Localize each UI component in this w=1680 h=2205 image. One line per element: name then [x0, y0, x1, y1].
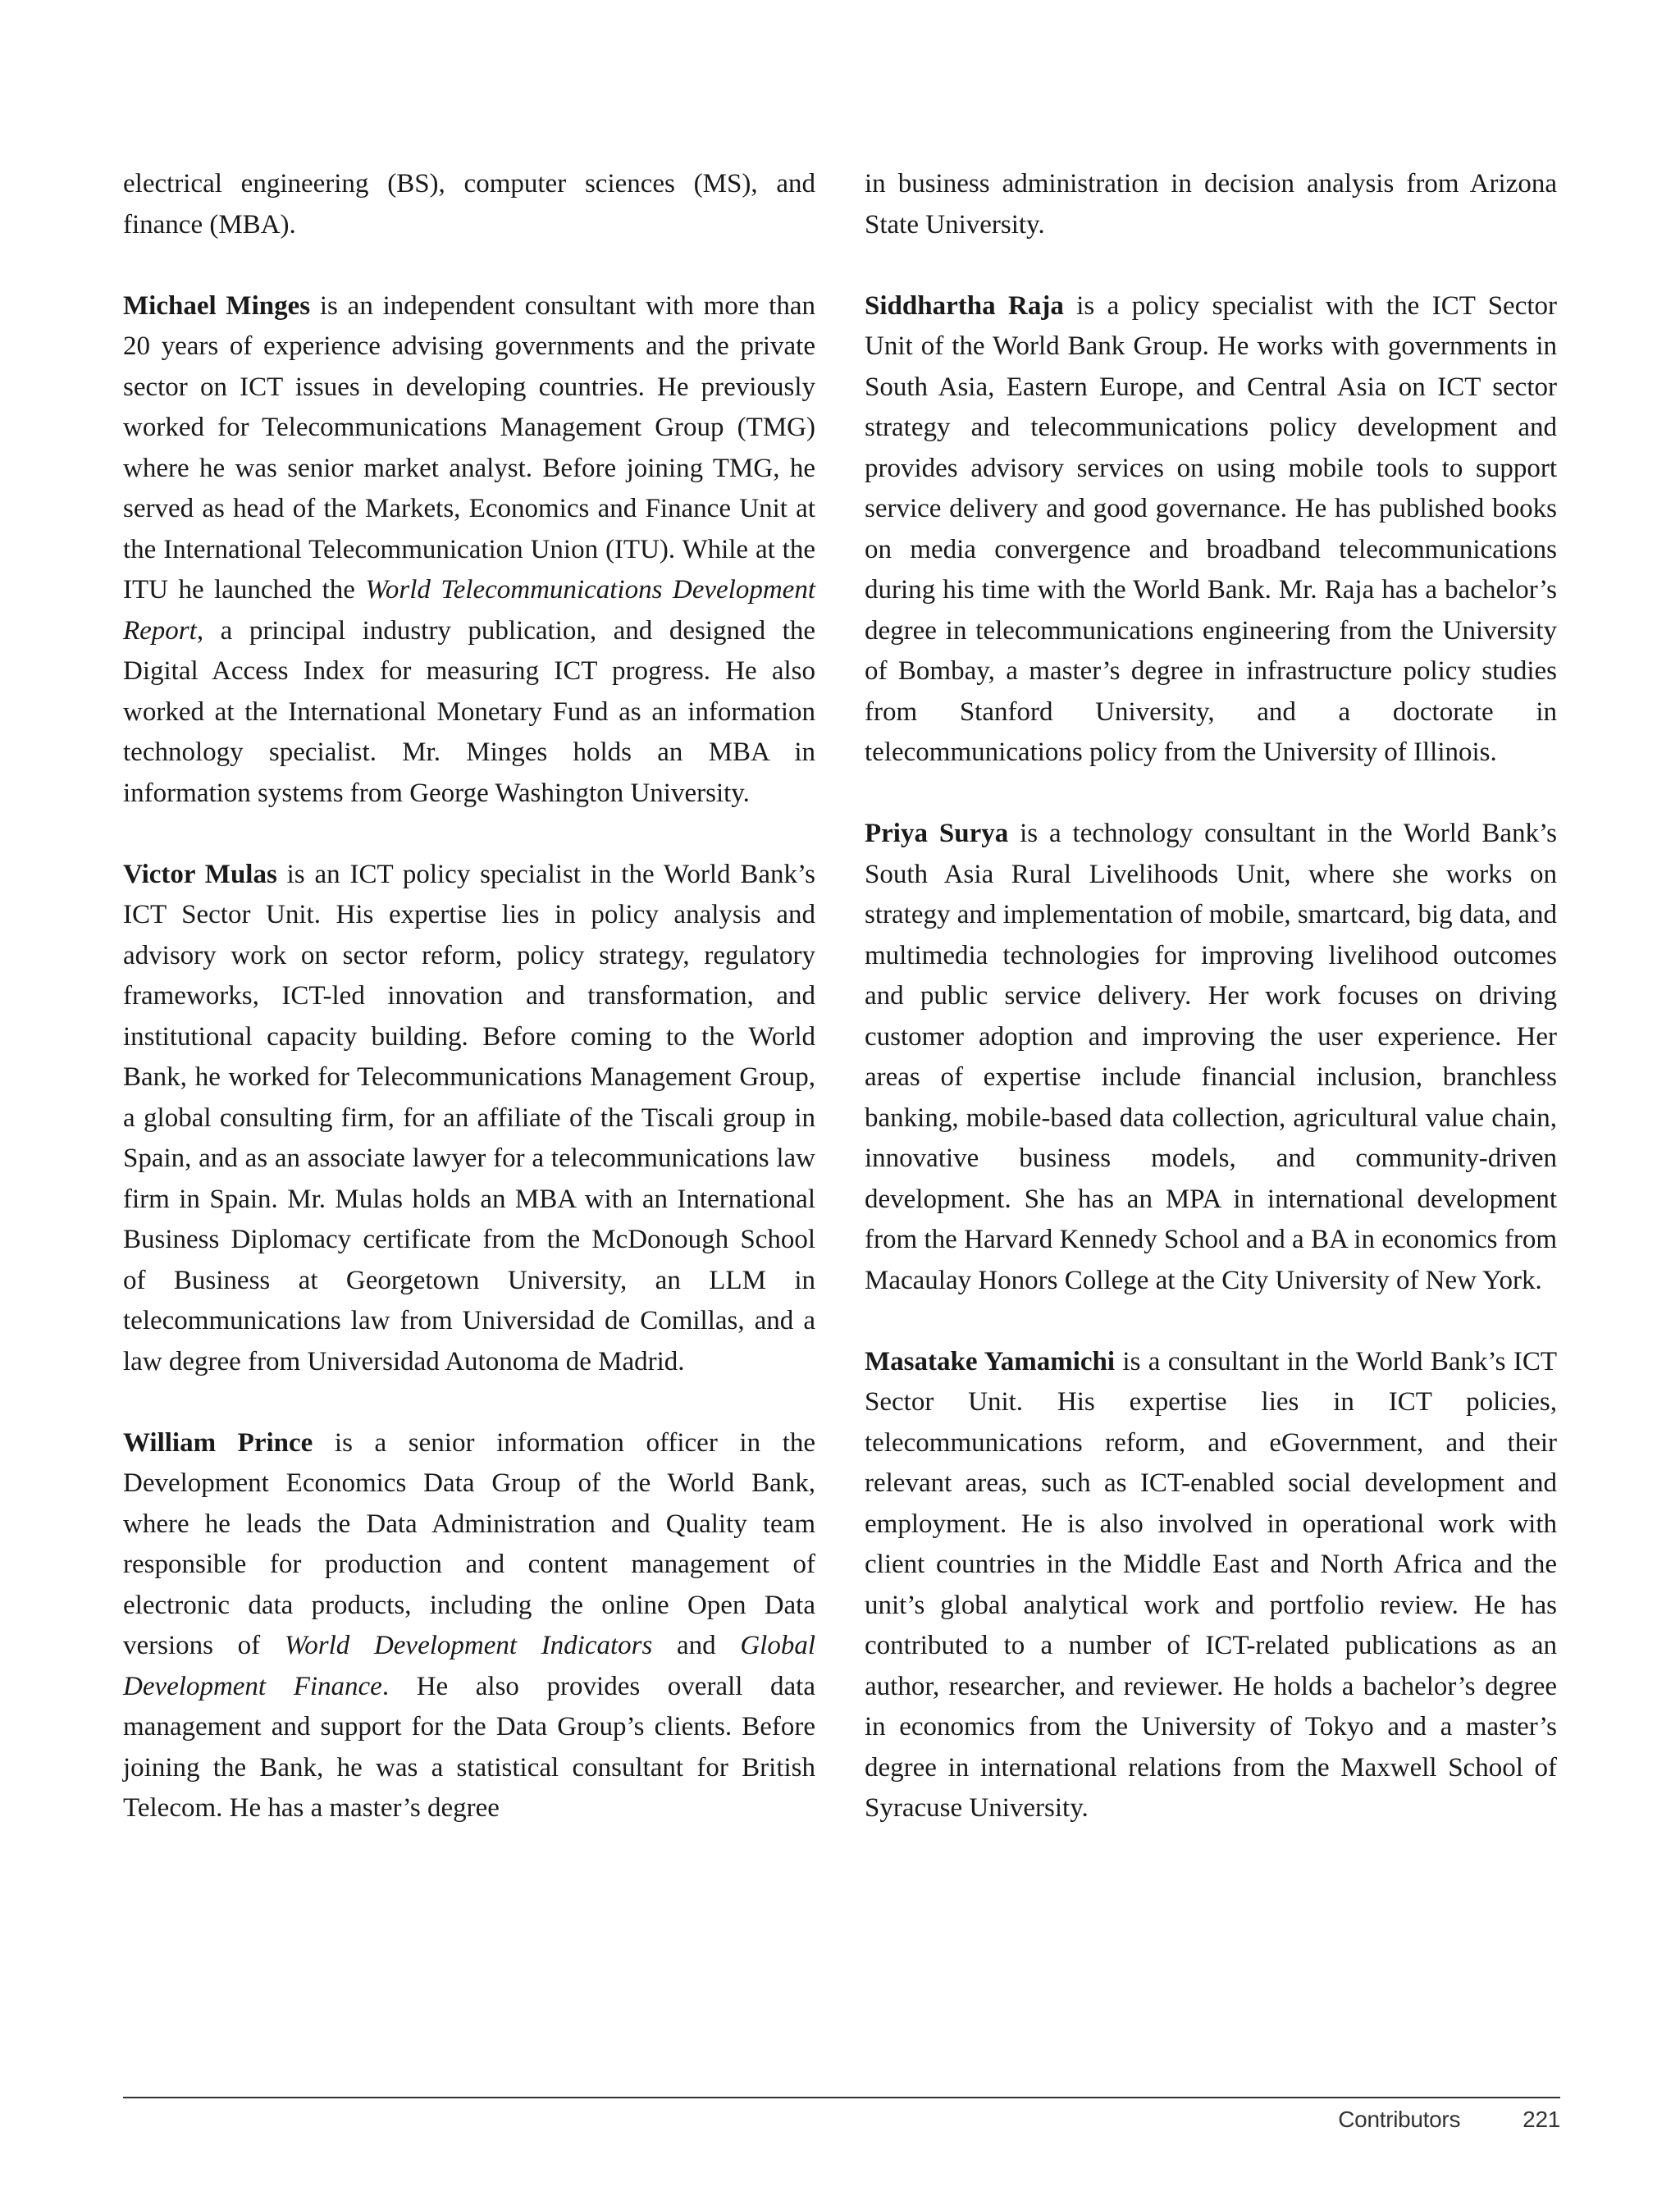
page-footer: [1338, 2107, 1560, 2133]
bio-text: is a senior information officer in the Development Economics Data Group of the World Bank, where he leads the Data Administration and Quality team responsible for production and content management of electronic data products, including the online Open Data versions of: [123, 1427, 816, 1660]
bio-italic-title: World Development Indicators: [284, 1631, 653, 1660]
intro-paragraph-left: [123, 164, 815, 245]
bio-name: William Prince: [123, 1427, 313, 1458]
bio-text: is a policy specialist with the ICT Sector Unit of the World Bank Group. He works with governments in South Asia, Eastern Europe, and Central Asia on ICT sector strategy and telecommunications policy development and provides advisory services on using mobile tools to support service delivery and good governance. He has published books on media convergence and broadband telecommunications during his time with the World Bank. Mr. Raja has a bachelor’s degree in telecommunications engineering from the University of Bombay, a master’s degree in infrastructure policy studies from Stanford University, and a doctorate in telecommunications policy from the University of Illinois.: [865, 290, 1558, 767]
bio-text: is a consultant in the World Bank’s ICT Sector Unit. His expertise lies in ICT policies, telecommunications reform, and eGovernment, and their relevant areas, such as ICT-enabled social development and employment. He is also involved in operational work with client countries in the Middle East and North Africa and the unit’s global analytical work and portfolio review. He has contributed to a number of ICT-related publications as an author, researcher, and reviewer. He holds a bachelor’s degree in economics from the University of Tokyo and a master’s degree in international relations from the Maxwell School of Syracuse University.: [865, 1346, 1557, 1823]
bio-text: and: [652, 1631, 741, 1660]
bio-siddhartha-raja: [865, 286, 1557, 774]
bio-name: Victor Mulas: [123, 859, 277, 889]
bio-text: is a technology consultant in the World Bank’s South Asia Rural Livelihoods Unit, where she works on strategy and implementation of mobile, smartcard, big data, and multimedia technologies for improving livelihood outcomes and public service delivery. Her work focuses on driving customer adoption and improving the user experience. Her areas of expertise include financial inclusion, branchless banking, mobile-based data collection, agricultural value chain, innovative business models, and community-driven development. She has an MPA in international development from the Harvard Kennedy School and a BA in economics from Macaulay Honors College at the City University of New York.: [865, 819, 1557, 1295]
bio-name: Masatake Yamamichi: [865, 1346, 1116, 1376]
footer-divider: [123, 2097, 1560, 2098]
bio-name: Priya Surya: [865, 819, 1009, 848]
right-column: [865, 164, 1557, 1869]
bio-victor-mulas: [123, 855, 815, 1383]
bio-text: , a principal industry publication, and designed the Digital Access Index for measuring ICT progress. He also worked at the International Monetary Fund as an information technology specialist. Mr. Minges holds an MBA in information systems from George Washington University.: [123, 615, 815, 808]
bio-william-prince: [123, 1423, 815, 1829]
intro-text-left: electrical engineering (BS), computer sciences (MS), and finance (MBA).: [123, 169, 815, 240]
intro-paragraph-right: [865, 164, 1557, 245]
bio-text: is an ICT policy specialist in the World Bank’s ICT Sector Unit. His expertise lies in policy analysis and advisory work on sector reform, policy strategy, regulatory frameworks, ICT-led innovation and transformation, and institutional capacity building. Before coming to the World Bank, he worked for Telecommunications Management Group, a global consulting firm, for an affiliate of the Tiscali group in Spain, and as an associate lawyer for a telecommunications law firm in Spain. Mr. Mulas holds an MBA with an International Business Diplomacy certificate from the McDonough School of Business at Georgetown University, an LLM in telecommunications law from Universidad de Comillas, and a law degree from Universidad Autonoma de Madrid.: [123, 859, 815, 1376]
bio-text: is an independent consultant with more than 20 years of experience advising governments and the private sector on ICT issues in developing countries. He previously worked for Telecommunications Management Group (TMG) where he was senior market analyst. Before joining TMG, he served as head of the Markets, Economics and Finance Unit at the International Telecommunication Union (ITU). While at the ITU he launched the: [123, 290, 815, 605]
footer-section-title: Contributors: [1338, 2107, 1461, 2132]
bio-text: . He also provides overall data management and support for the Data Group’s clients. Before joining the Bank, he was a statistical consultant for British Telecom. He has a master’s degree: [123, 1671, 815, 1823]
left-column: [123, 164, 815, 1869]
bio-italic-title: Global Development Finance: [123, 1631, 816, 1701]
bio-priya-surya: [865, 814, 1557, 1301]
bio-name: Michael Minges: [123, 290, 311, 321]
bio-michael-minges: [123, 286, 815, 815]
bio-masatake-yamamichi: [865, 1342, 1557, 1829]
bio-name: Siddhartha Raja: [865, 290, 1064, 321]
bio-italic-title: World Telecommunications Development Report: [123, 575, 815, 646]
intro-text-right: in business administration in decision analysis from Arizona State University.: [865, 169, 1557, 240]
page-number: 221: [1522, 2107, 1560, 2132]
